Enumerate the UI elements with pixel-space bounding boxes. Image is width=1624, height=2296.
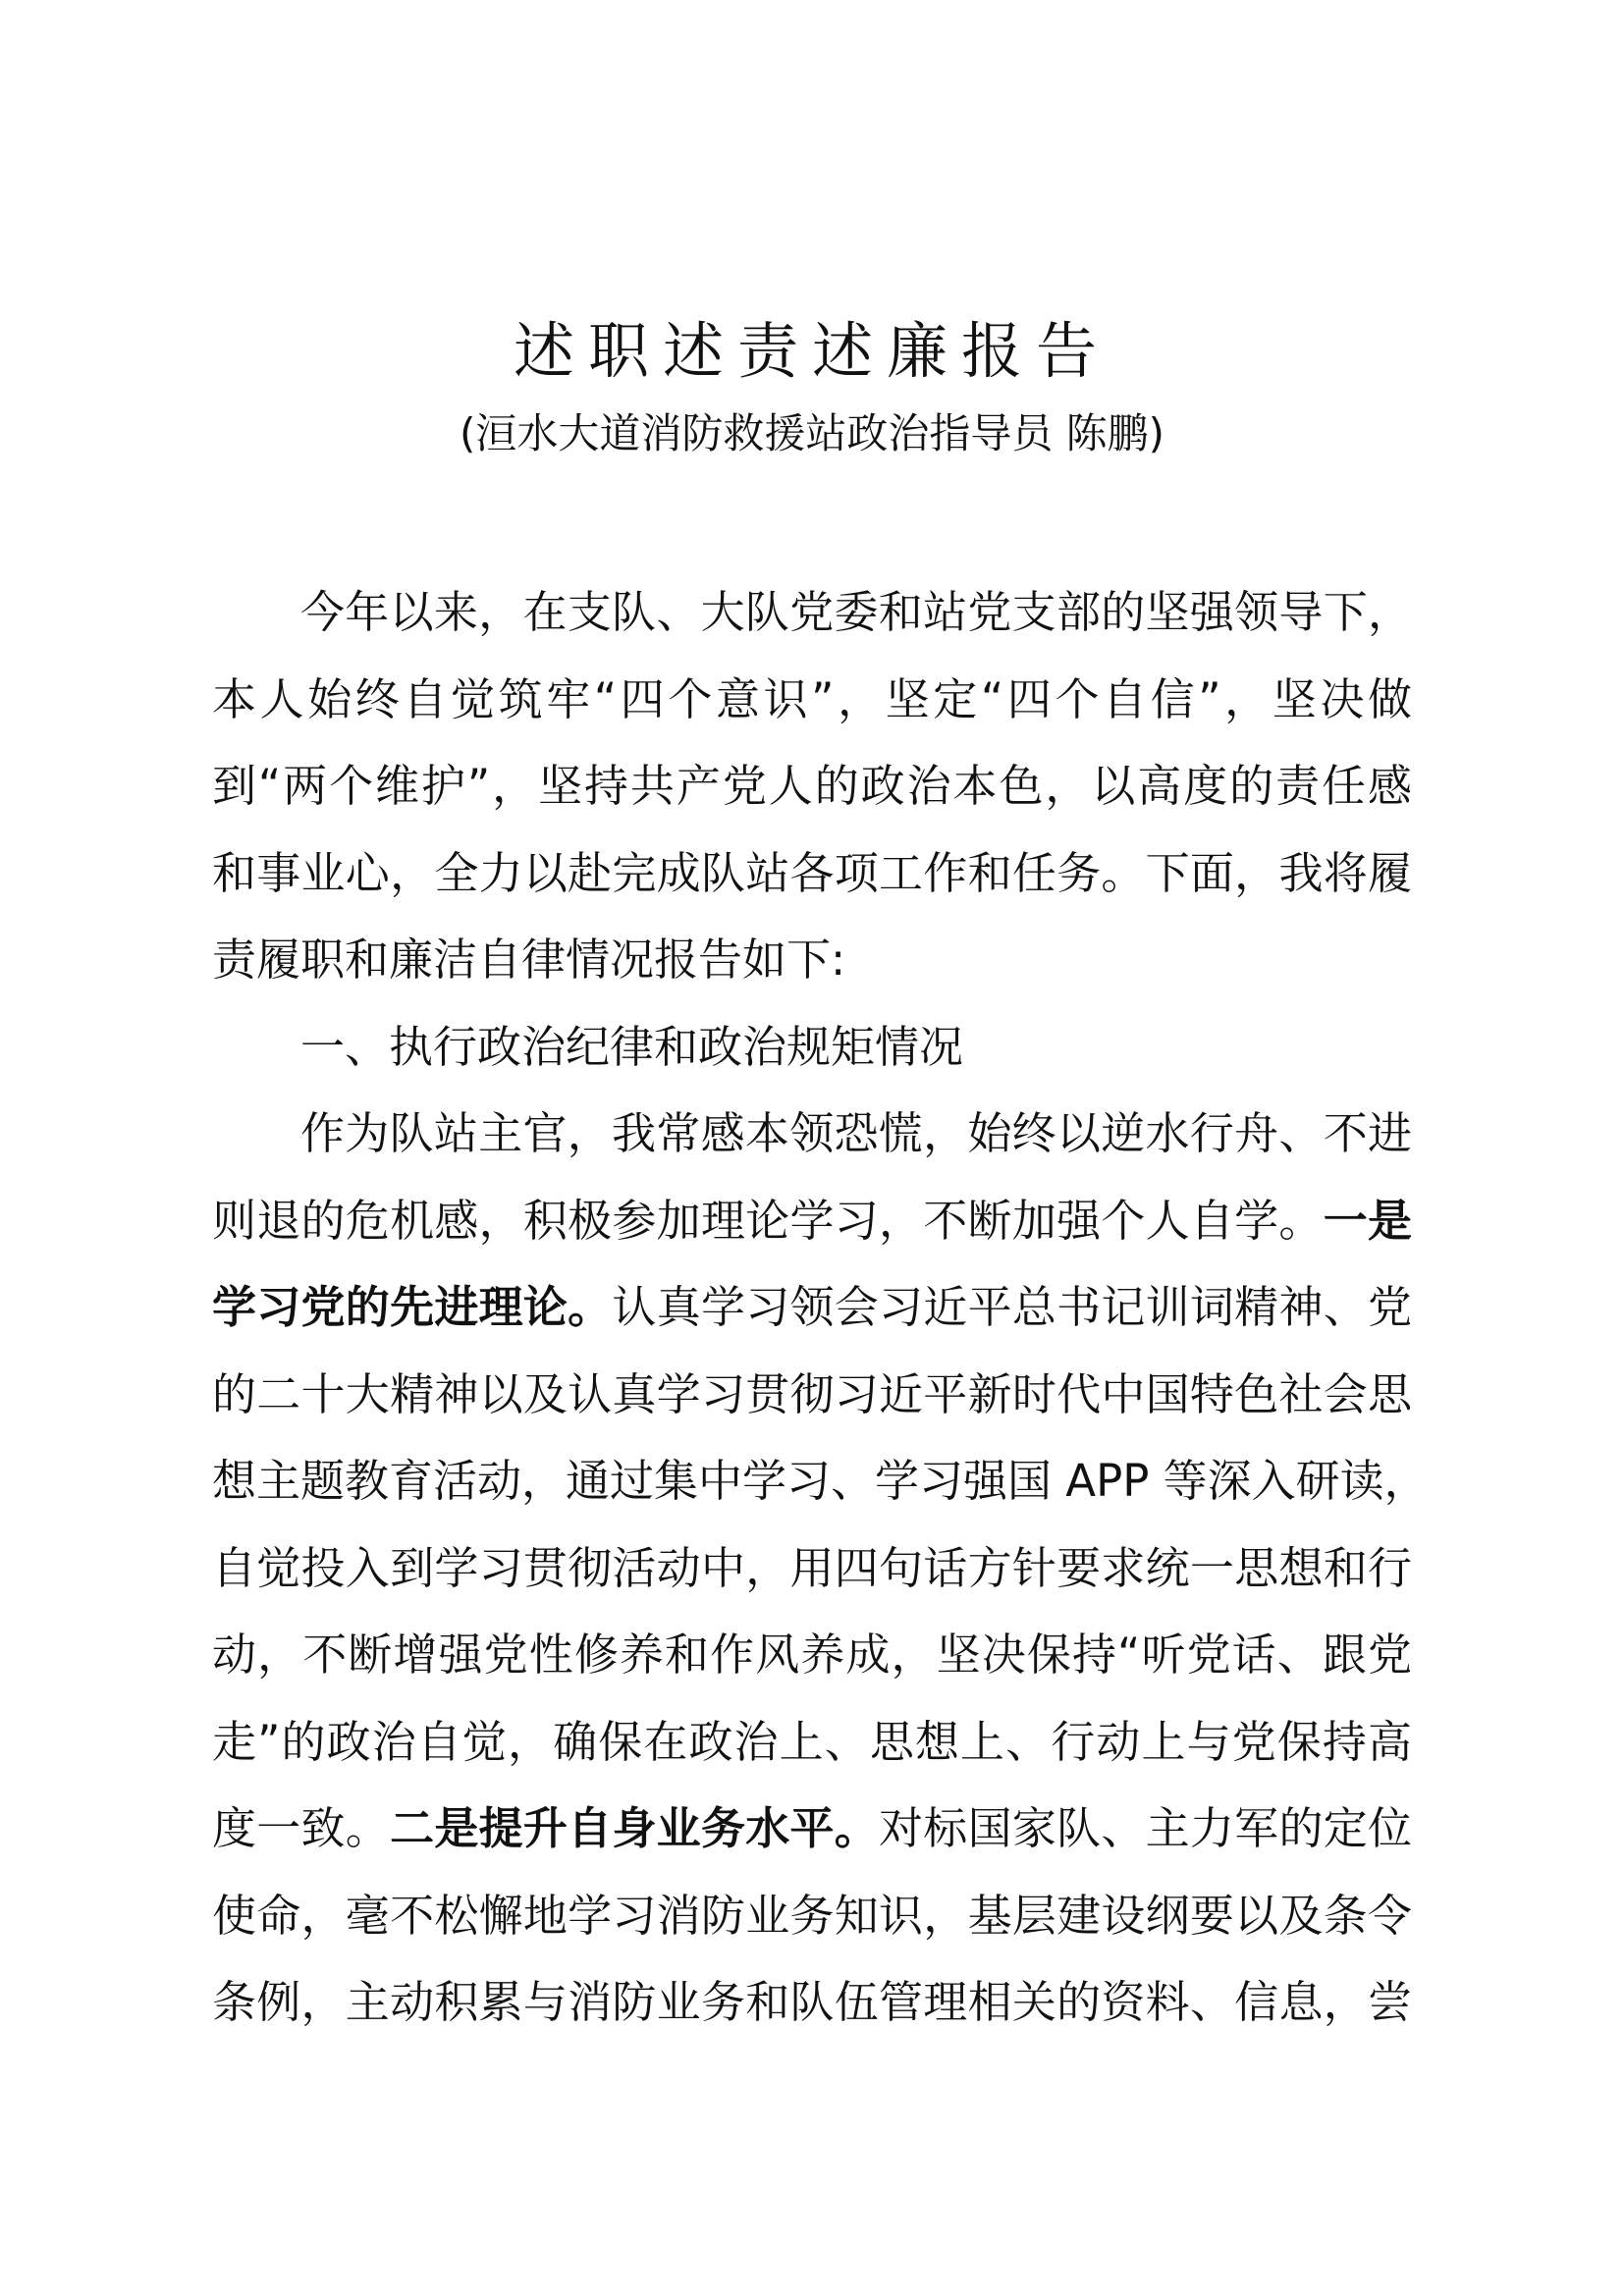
text-segment: 对标国家队、主力军的定位 (879, 1802, 1412, 1854)
document-subtitle: (洹水大道消防救援站政治指导员 陈鹏) (459, 409, 1165, 457)
text-line (212, 830, 1412, 918)
text-line (212, 569, 1412, 657)
text-segment: 和事业心，全力以赴完成队站各项工作和任务。下面，我将履 (212, 846, 1412, 899)
text-segment: 的二十大精神以及认真学习贯彻习近平新时代中国特色社会思 (212, 1367, 1412, 1420)
text-segment: 今年以来，在支队、大队党委和站党支部的坚强领导下， (300, 586, 1412, 638)
text-line (212, 743, 1412, 830)
bold-text-segment: 二是提升自身业务水平。 (390, 1802, 880, 1854)
text-line (212, 1525, 1412, 1613)
text-line (212, 1091, 1412, 1178)
text-line (212, 1264, 1412, 1352)
text-line (212, 1178, 1412, 1265)
text-segment: 一、执行政治纪律和政治规矩情况 (300, 1020, 964, 1073)
text-line (212, 1959, 1412, 2047)
text-segment: 条例，主动积累与消防业务和队伍管理相关的资料、信息，尝 (212, 1976, 1412, 2028)
text-segment: 自觉投入到学习贯彻活动中，用四句话方针要求统一思想和行 (212, 1541, 1412, 1594)
text-segment: 则退的危机感，积极参加理论学习，不断加强个人自学。 (212, 1194, 1324, 1247)
text-line (212, 1786, 1412, 1873)
text-segment: 动，不断增强党性修养和作风养成，坚决保持“听党话、跟党 (212, 1629, 1412, 1681)
document-body (212, 569, 1429, 2047)
text-segment: 到“两个维护”，坚持共产党人的政治本色，以高度的责任感 (212, 760, 1412, 812)
bold-text-segment: 学习党的先进理论。 (212, 1281, 613, 1333)
text-line (212, 917, 1412, 1004)
text-line (212, 1699, 1412, 1787)
text-line (212, 1352, 1412, 1439)
text-line (212, 1612, 1412, 1699)
text-segment: 度一致。 (212, 1802, 391, 1854)
text-line (212, 1004, 1412, 1092)
document-title: 述职述责述廉报告 (513, 315, 1110, 387)
text-segment: 走”的政治自觉，确保在政治上、思想上、行动上与党保持高 (212, 1715, 1412, 1768)
text-segment: 本人始终自觉筑牢“四个意识”，坚定“四个自信”，坚决做 (212, 672, 1412, 725)
text-segment: 责履职和廉洁自律情况报告如下: (212, 934, 846, 986)
text-segment: 认真学习领会习近平总书记训词精神、党 (612, 1281, 1412, 1333)
text-line (212, 1438, 1429, 1525)
text-segment: 使命，毫不松懈地学习消防业务知识，基层建设纲要以及条令 (212, 1889, 1412, 1942)
text-line (212, 657, 1412, 744)
text-line (212, 1873, 1412, 1960)
bold-text-segment: 一是 (1323, 1194, 1412, 1247)
text-segment: 作为队站主官，我常感本领恐慌，始终以逆水行舟、不进 (300, 1107, 1412, 1159)
text-segment: 想主题教育活动，通过集中学习、学习强国 APP 等深入研读， (212, 1455, 1429, 1507)
